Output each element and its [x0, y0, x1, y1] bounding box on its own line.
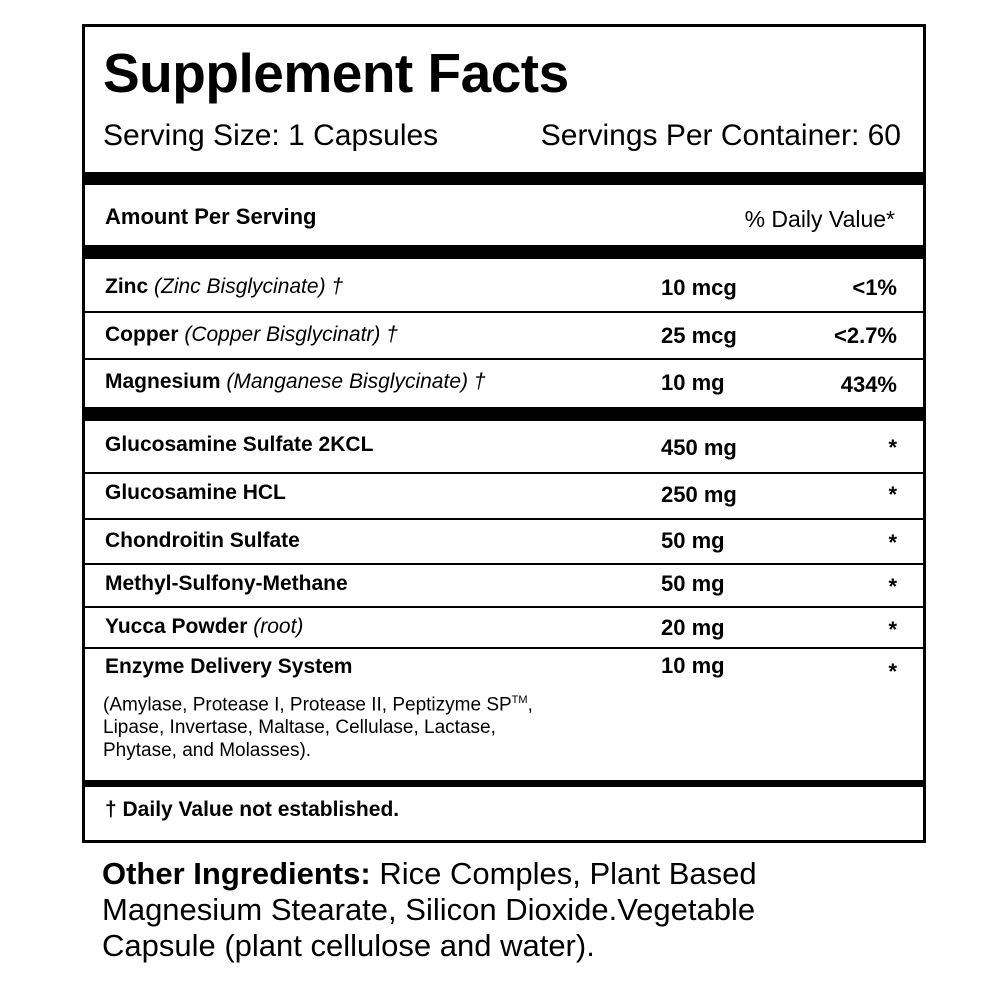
- supplement-facts-panel: [82, 24, 926, 843]
- ingredient-row: [85, 610, 923, 650]
- ingredient-amount: 450 mg: [661, 435, 737, 460]
- ingredient-name: Enzyme Delivery System: [105, 655, 353, 678]
- nutrient-row-copper: [85, 315, 923, 355]
- nutrient-amount: 25 mcg: [661, 323, 737, 348]
- ingredient-name: Chondroitin Sulfate: [105, 529, 300, 552]
- ingredient-daily-value: *: [888, 617, 897, 642]
- ingredient-row: [85, 476, 923, 516]
- ingredient-row: [85, 522, 923, 562]
- ingredient-amount: 250 mg: [661, 482, 737, 507]
- nutrient-amount: 10 mg: [661, 370, 725, 395]
- row-divider: [85, 606, 923, 608]
- thick-divider: [85, 407, 923, 421]
- ingredient-row: [85, 651, 923, 691]
- ingredient-amount: 10 mg: [661, 653, 725, 678]
- row-divider: [85, 311, 923, 313]
- nutrient-daily-value: 434%: [840, 372, 897, 397]
- ingredient-name: Glucosamine Sulfate 2KCL: [105, 433, 374, 456]
- row-divider: [85, 358, 923, 360]
- label-title: Supplement Facts: [103, 42, 569, 104]
- other-ingredients-text: Rice Comples, Plant Based Magnesium Stearate, Silicon Dioxide.Vegetable Capsule (plant cellulose and water).: [102, 856, 757, 963]
- daily-value-header: % Daily Value*: [744, 206, 895, 232]
- ingredient-amount: 50 mg: [661, 571, 725, 596]
- amount-per-serving-header: Amount Per Serving: [105, 204, 317, 229]
- serving-size: Serving Size: 1 Capsules: [103, 119, 439, 152]
- thick-divider: [85, 780, 923, 787]
- ingredient-daily-value: *: [888, 574, 897, 599]
- nutrient-daily-value: <2.7%: [834, 323, 897, 348]
- row-divider: [85, 647, 923, 649]
- ingredient-row: [85, 427, 923, 467]
- ingredient-daily-value: *: [888, 530, 897, 555]
- nutrient-daily-value: <1%: [852, 275, 897, 300]
- ingredient-daily-value: *: [888, 435, 897, 460]
- thick-divider: [85, 245, 923, 259]
- row-divider: [85, 518, 923, 520]
- nutrient-amount: 10 mcg: [661, 275, 737, 300]
- servings-per-container: Servings Per Container: 60: [540, 119, 901, 152]
- row-divider: [85, 563, 923, 565]
- ingredient-amount: 50 mg: [661, 528, 725, 553]
- nutrient-name: Copper (Copper Bisglycinatr) †: [105, 323, 398, 346]
- ingredient-name: Yucca Powder (root): [105, 615, 304, 638]
- ingredient-name: Methyl-Sulfony-Methane: [105, 572, 348, 595]
- other-ingredients: [102, 856, 862, 964]
- ingredient-row: [85, 567, 923, 607]
- enzyme-description: (Amylase, Protease I, Protease II, Peptizyme SP™, Lipase, Invertase, Maltase, Cellulase, Lactase, Phytase, and Molasses).: [103, 694, 533, 762]
- other-ingredients-heading: Other Ingredients:: [102, 856, 371, 891]
- ingredient-daily-value: *: [888, 659, 897, 684]
- nutrient-name: Zinc (Zinc Bisglycinate) †: [105, 275, 344, 298]
- nutrient-name: Magnesium (Manganese Bisglycinate) †: [105, 370, 486, 393]
- ingredient-daily-value: *: [888, 482, 897, 507]
- nutrient-row-magnesium: [85, 362, 923, 402]
- row-divider: [85, 472, 923, 474]
- daily-value-footnote: † Daily Value not established.: [105, 798, 400, 821]
- thick-divider: [85, 172, 923, 185]
- nutrient-row-zinc: [85, 267, 923, 307]
- ingredient-name: Glucosamine HCL: [105, 481, 286, 504]
- ingredient-amount: 20 mg: [661, 615, 725, 640]
